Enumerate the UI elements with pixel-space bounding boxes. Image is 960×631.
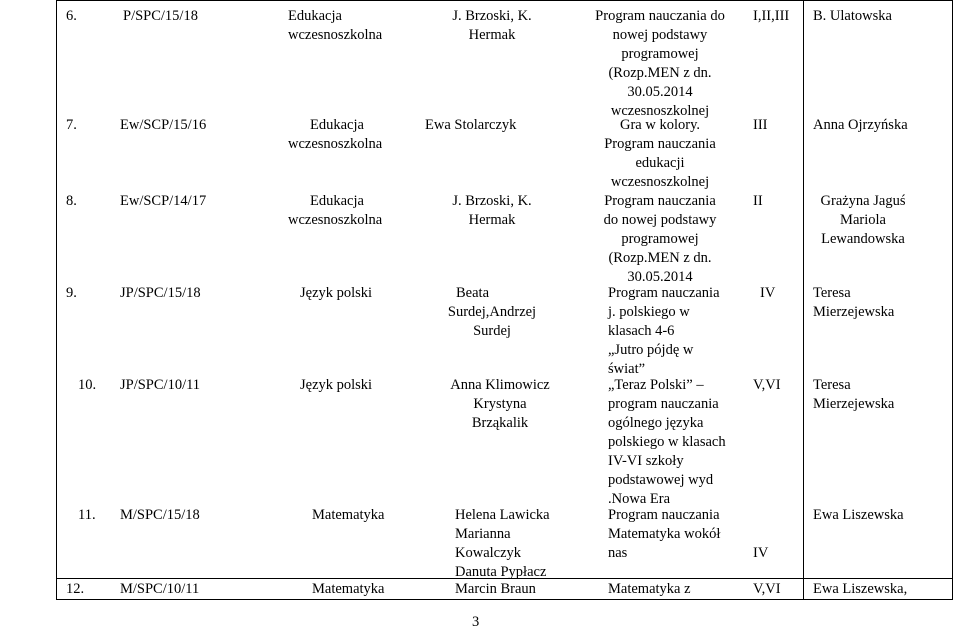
row-11-classes: IV — [753, 545, 769, 561]
row-7-submitter: Anna Ojrzyńska — [813, 117, 908, 133]
row-11-authors: Helena Lawicka Marianna Kowalczyk Danuta Pypłacz — [455, 507, 550, 580]
row-9-submitter: Teresa Mierzejewska — [813, 285, 895, 320]
row-6-number: 6. — [66, 8, 77, 24]
row-11-submitter: Ewa Liszewska — [813, 507, 904, 523]
row-9-subject: Język polski — [300, 285, 373, 301]
row-7-authors: Ewa Stolarczyk — [425, 117, 517, 133]
row-7-classes: III — [753, 117, 768, 133]
row-12-subject: Matematyka — [312, 581, 385, 597]
table-top-border — [56, 0, 953, 1]
row-10-number: 10. — [78, 377, 97, 393]
row-9-code: JP/SPC/15/18 — [120, 285, 201, 301]
row-10-classes: V,VI — [753, 377, 781, 393]
row-12-authors: Marcin Braun — [455, 581, 536, 597]
row-8-subject: Edukacja wczesnoszkolna — [288, 193, 383, 228]
row-6-classes: I,II,III — [753, 8, 790, 24]
row-7-program: Gra w kolory. Program nauczania edukacji wczesnoszkolnej — [604, 117, 716, 190]
table-bottom-border — [56, 599, 953, 600]
page-number: 3 — [472, 614, 480, 630]
row-10-code: JP/SPC/10/11 — [120, 377, 201, 393]
row-8-number: 8. — [66, 193, 77, 209]
row-8-program: Program nauczania do nowej podstawy programowej (Rozp.MEN z dn. 30.05.2014 — [603, 193, 717, 285]
row-12-submitter: Ewa Liszewska, — [813, 581, 908, 597]
row-8-authors: J. Brzoski, K. Hermak — [452, 193, 532, 228]
row-7-code: Ew/SCP/15/16 — [120, 117, 207, 133]
row-9-number: 9. — [66, 285, 77, 301]
row-10-subject: Język polski — [300, 377, 373, 393]
row-11-subject: Matematyka — [312, 507, 385, 523]
row-6-authors: J. Brzoski, K. Hermak — [452, 8, 532, 43]
row-12-classes: V,VI — [753, 581, 781, 597]
row-6-program: Program nauczania do nowej podstawy programowej (Rozp.MEN z dn. 30.05.2014 wczesnoszkolnej — [595, 8, 725, 119]
row-11-code: M/SPC/15/18 — [120, 507, 200, 523]
row-7-number: 7. — [66, 117, 77, 133]
row-8-submitter: Grażyna Jaguś Mariola Lewandowska — [820, 193, 906, 247]
row-12-program: Matematyka z — [608, 581, 691, 597]
row-9-classes: IV — [760, 285, 776, 301]
row-10-submitter: Teresa Mierzejewska — [813, 377, 895, 412]
row-8-classes: II — [753, 193, 763, 209]
row-9-program: Program nauczania j. polskiego w klasach 4-6 „Jutro pójdę w świat” — [608, 285, 720, 377]
row-11-program: Program nauczania Matematyka wokół nas — [608, 507, 721, 561]
row-10-program: „Teraz Polski” – program nauczania ogólnego języka polskiego w klasach IV-VI szkoły podstawowej wyd .Nowa Era — [608, 377, 726, 507]
row-12-number: 12. — [66, 581, 85, 597]
row-9-authors: Beata Surdej,Andrzej Surdej — [447, 285, 537, 339]
row-6-code: P/SPC/15/18 — [123, 8, 198, 24]
row-12-code: M/SPC/10/11 — [120, 581, 200, 597]
row-7-subject: Edukacja wczesnoszkolna — [288, 117, 383, 152]
column-divider-1 — [803, 0, 804, 600]
row-6-submitter: B. Ulatowska — [813, 8, 892, 24]
row-11-number: 11. — [78, 507, 96, 523]
row-6-subject: Edukacja wczesnoszkolna — [288, 8, 383, 43]
row-10-authors: Anna Klimowicz Krystyna Brząkalik — [450, 377, 550, 431]
row-8-code: Ew/SCP/14/17 — [120, 193, 207, 209]
